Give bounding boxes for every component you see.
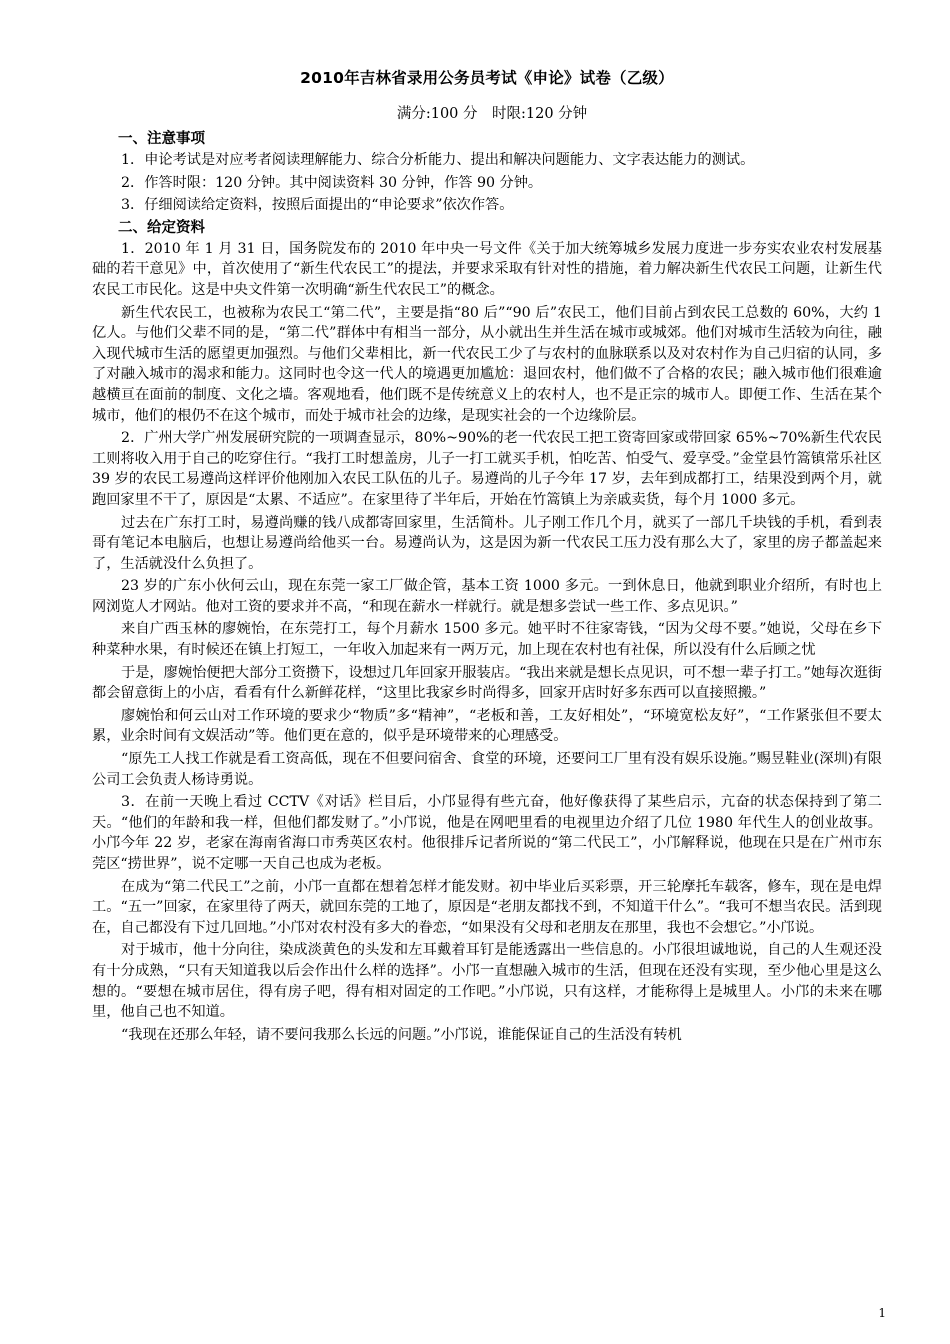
material-paragraph: 3．在前一天晚上看过 CCTV《对话》栏目后，小邝显得有些亢奋，他好像获得了某些启示，亢奋的状态保持到了第二天。“他们的年龄和我一样，但他们都发财了。”小邝说，他是在网吧里看的电视里边介绍了几位 1980 年代生人的创业故事。小邝今年 22 岁，老家在海南省海口市秀英区农村。他很排斥记者所说的“第二代民工”，小邝解释说，他现在只是在广州市东莞区“捞世界”，说不定哪一天自己也成为老板。	[92, 794, 882, 872]
material-paragraph: 廖婉怡和何云山对工作环境的要求少“物质”多“精神”，“老板和善，工友好相处”，“环境宽松友好”，“工作紧张但不要太累，业余时间有文娱活动”等。他们更在意的，似乎是环境带来的心理感受。	[92, 707, 882, 745]
material-paragraph: 23 岁的广东小伙何云山，现在东莞一家工厂做企管，基本工资 1000 多元。一到休息日，他就到职业介绍所，有时也上网浏览人才网站。他对工资的要求并不高，“和现在薪水一样就行。就是想多尝试一些工作、多点见识。”	[92, 578, 882, 615]
section-heading-materials: 二、给定资料	[118, 219, 205, 236]
note-item: 2．作答时限：120 分钟。其中阅读资料 30 分钟，作答 90 分钟。	[121, 174, 543, 191]
material-paragraph: “原先工人找工作就是看工资高低，现在不但要问宿舍、食堂的环境，还要问工厂里有没有娱乐设施。”赐昱鞋业(深圳)有限公司工会负责人杨诗勇说。	[92, 751, 882, 788]
note-item: 1．申论考试是对应考者阅读理解能力、综合分析能力、提出和解决问题能力、文字表达能力的测试。	[121, 152, 755, 168]
page-number: 1	[878, 1306, 886, 1320]
material-paragraph: 1．2010 年 1 月 31 日，国务院发布的 2010 年中央一号文件《关于加大统筹城乡发展力度进一步夯实农业农村发展基础的若干意见》中，首次使用了“新生代农民工”的提法，并要求采取有针对性的措施，着力解决新生代农民工问题，让新生代农民工市民化。这是中央文件第一次明确“新生代农民工”的概念。	[92, 240, 882, 298]
document-title: 2010年吉林省录用公务员考试《申论》试卷（乙级）	[300, 69, 674, 87]
material-paragraph: “我现在还那么年轻，请不要问我那么长远的问题。”小邝说，谁能保证自己的生活没有转机	[121, 1026, 682, 1043]
note-item: 3．仔细阅读给定资料，按照后面提出的“申论要求”依次作答。	[121, 197, 514, 214]
exam-info: 满分:100 分 时限:120 分钟	[396, 106, 588, 122]
material-paragraph: 在成为“第二代民工”之前，小邝一直都在想着怎样才能发财。初中毕业后买彩票，开三轮摩托车载客，修车，现在是电焊工。“五一”回家，在家里待了两天，就回东莞的工地了，原因是“老朋友都找不到，不知道干什么”。“我可不想当农民。活到现在，自己都没有下过几回地。”小邝对农村没有多大的眷恋，“如果没有父母和老朋友在那里，我也不会想它。”小邝说。	[92, 878, 882, 936]
material-paragraph: 于是，廖婉怡便把大部分工资攒下，设想过几年回家开服装店。“我出来就是想长点见识，可不想一辈子打工。”她每次逛街都会留意街上的小店，看看有什么新鲜花样，“这里比我家乡时尚得多，回家开店时好多东西可以直接照搬。”	[92, 664, 882, 702]
material-paragraph: 过去在广东打工时，易遵尚赚的钱八成都寄回家里，生活简朴。儿子刚工作几个月，就买了一部几千块钱的手机，看到表哥有笔记本电脑后，也想让易遵尚给他买一台。易遵尚认为，这是因为新一代农民工压力没有那么大了，家里的房子都盖起来了，生活就没什么负担了。	[92, 514, 882, 572]
section-heading-notes: 一、注意事项	[118, 131, 205, 147]
document-page	[92, 60, 882, 1047]
material-paragraph: 对于城市，他十分向往，染成淡黄色的头发和左耳戴着耳钉是能透露出一些信息的。小邝很坦诚地说，自己的人生观还没有十分成熟，“只有天知道我以后会作出什么样的选择”。小邝一直想融入城市的生活，但现在还没有实现，至少他心里是这么想的。“要想在城市居住，得有房子吧，得有相对固定的工作吧。”小邝说，只有这样，才能称得上是城里人。小邝的未来在哪里，他自己也不知道。	[92, 942, 882, 1021]
material-paragraph: 2．广州大学广州发展研究院的一项调查显示，80%~90%的老一代农民工把工资寄回家或带回家 65%~70%新生代农民工则将收入用于自己的吃穿住行。“我打工时想盖房，儿子一打工就买手机，怕吃苦、怕受气、爱享受。”金堂县竹篙镇常乐社区 39 岁的农民工易遵尚这样评价他刚加入农民工队伍的儿子。易遵尚的儿子今年 17 岁，去年到成都打工，结果没到两个月，就跑回家里不干了，原因是“太累、不适应”。在家里待了半年后，开始在竹篙镇上为亲戚卖货，每个月 1000 多元。	[92, 430, 882, 508]
material-paragraph: 来自广西玉林的廖婉怡，在东莞打工，每个月薪水 1500 多元。她平时不往家寄钱，“因为父母不要。”她说，父母在乡下种菜种水果，有时候还在镇上打短工，一年收入加起来有一两万元，加上现在农村也有社保，所以没有什么后顾之忧	[92, 621, 882, 659]
material-paragraph: 新生代农民工，也被称为农民工“第二代”，主要是指“80 后”“90 后”农民工，他们目前占到农民工总数的 60%，大约 1 亿人。与他们父辈不同的是，“第二代”群体中有相当一部分，从小就出生并生活在城市或城郊。他们对城市生活较为向往，融入现代城市生活的愿望更加强烈。与他们父辈相比，新一代农民工少了与农村的血脉联系以及对农村作为自己归宿的认同，多了对融入城市的渴求和能力。这同时也令这一代人的境遇更加尴尬：退回农村，他们做不了合格的农民；融入城市他们很难逾越横亘在面前的制度、文化之墙。客观地看，他们既不是传统意义上的农村人，也不是正宗的城市人。即便工作、生活在某个城市，他们的根仍不在这个城市，而处于城市社会的边缘，是现实社会的一个边缘阶层。	[92, 304, 882, 424]
